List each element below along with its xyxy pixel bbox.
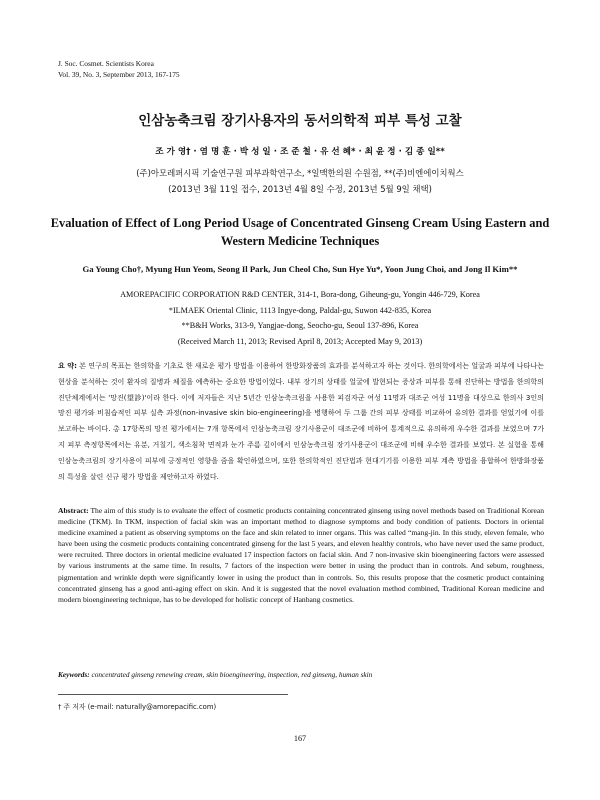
english-affiliation-1: AMOREPACIFIC CORPORATION R&D CENTER, 314-1, Bora-dong, Giheung-gu, Yongin 446-729, Korea <box>120 290 480 299</box>
keywords-label: Keywords: <box>58 670 90 679</box>
keywords <box>58 670 544 679</box>
korean-affiliations <box>0 166 600 197</box>
english-abstract-label: Abstract: <box>58 506 89 515</box>
keywords-text: concentrated ginseng renewing cream, skin bioengineering, inspection, red ginseng, human skin <box>91 670 373 679</box>
korean-dates-line: (2013년 3월 11일 접수, 2013년 4월 8일 수정, 2013년 5월 9일 채택) <box>168 183 432 194</box>
korean-title: 인삼농축크림 장기사용자의 동서의학적 피부 특성 고찰 <box>138 113 462 129</box>
korean-affiliation-line: (주)아모레퍼시픽 기술연구원 피부과학연구소, *일맥한의원 수원점, **(주)비엔에이치웍스 <box>136 168 464 178</box>
english-dates-line: (Received March 11, 2013; Revised April 8, 2013; Accepted May 9, 2013) <box>177 336 423 346</box>
english-affiliations <box>0 287 600 349</box>
english-affiliation-3: **B&H Works, 313-9, Yangjae-dong, Seocho-gu, Seoul 137-896, Korea <box>181 321 419 330</box>
korean-abstract-text: 본 연구의 목표는 한의학을 기초로 한 새로운 평가 방법을 이용하여 한방화장품의 효과를 분석하고자 하는 것이다. 한의학에서는 얼굴과 피부에 나타나는 현상을 분석하는 것이 환자의 질병과 체질을 예측하는 중요한 방법이었다. 내부 장기의 상태를 얼굴에 발현되는 증상과 피부를 통해 진단하는 방법을 한의학의 진단체계에서는 '망진(望診)'이라 한다. 이에 저자들은 지난 5년간 인삼농축크림을 사용한 피검자군 여성 11명과 대조군 여성 11명을 대상으로 한의사 3인의 망진 평가와 비침습적인 피부 실측 과정(non-invasive skin bio-engineering)을 병행하여 두 그룹 간의 피부 상태를 비교하여 유의한 결과를 얻었기에 이를 보고하는 바이다. 총 17항목의 망진 평가에서는 7개 항목에서 인삼농축크림 장기사용군이 대조군에 비하여 통계적으로 유의하게 우수한 결과를 보였으며 7가지 피부 측정항목에서는 유분, 거칠기, 색소침착 면적과 눈가 주름 깊이에서 인삼농축크림 장기사용군이 대조군에 비해 우수한 결과를 보였다. 본 실험을 통해 인삼농축크림의 장기사용이 피부에 긍정적인 영향을 줌을 확인하였으며, 또한 한의학적인 진단법과 현대기기를 이용한 피부 계측 방법을 융합하여 한방화장품의 특성을 살린 신규 평가 방법을 제안하고자 하였다. <box>58 361 544 481</box>
english-authors: Ga Young Cho†, Myung Hun Yeom, Seong Il Park, Jun Cheol Cho, Sun Hye Yu*, Yoon Jung Choi, and Jong Il Kim** <box>82 264 518 274</box>
journal-header <box>58 58 180 80</box>
corresponding-author-footnote: † 주 저자 (e-mail: naturally@amorepacific.com) <box>58 703 217 711</box>
footnote-divider <box>58 694 288 695</box>
english-abstract-text: The aim of this study is to evaluate the effect of cosmetic products containing concentrated ginseng using novel methods based on Traditional Korean medicine (TKM). In TKM, inspection of facial skin was an important method to diagnose symptoms and body condition of patients. Doctors in oriental medicine examined a patient as observing symptoms on the face and skin related to inner organs. This was called “mang-jin. In this study, eleven female, who have been using the cosmetic products containing concentrated ginseng for the last 5 years, and eleven healthy controls, who have never used the same product, were recruited. Three doctors in oriental medicine evaluated 17 inspection factors on facial skin. And 7 non-invasive skin bioengineering factors were assessed by various instruments at the same time. In results, 7 factors of the inspection were better in using the product than in controls. And sebum, roughness, pigmentation and wrinkle depth were significantly lower in using the product than in controls. So, this results propose that the cosmetic product containing concentrated ginseng has a good anti-aging effect on skin. And it is suggested that the novel evaluation method combined, Traditional Korean medicine and modern bioengineering technique, has to be developed for holistic concept of Hanbang cosmetics. <box>58 506 544 604</box>
english-abstract <box>58 505 544 605</box>
journal-volume: Vol. 39, No. 3, September 2013, 167-175 <box>58 70 180 79</box>
english-title: Evaluation of Effect of Long Period Usage of Concentrated Ginseng Cream Using Eastern and Western Medicine Techniques <box>50 216 550 248</box>
english-affiliation-2: *ILMAEK Oriental Clinic, 1113 Ingye-dong, Paldal-gu, Suwon 442-835, Korea <box>168 305 432 315</box>
korean-authors: 조 가 영† · 염 명 훈 · 박 성 일 · 조 준 철 · 유 선 혜* · 최 윤 정 · 김 종 일** <box>155 147 445 157</box>
page-number: 167 <box>293 734 307 743</box>
korean-abstract <box>58 358 544 484</box>
journal-name: J. Soc. Cosmet. Scientists Korea <box>58 59 154 68</box>
korean-abstract-label: 요 약: <box>58 361 77 370</box>
